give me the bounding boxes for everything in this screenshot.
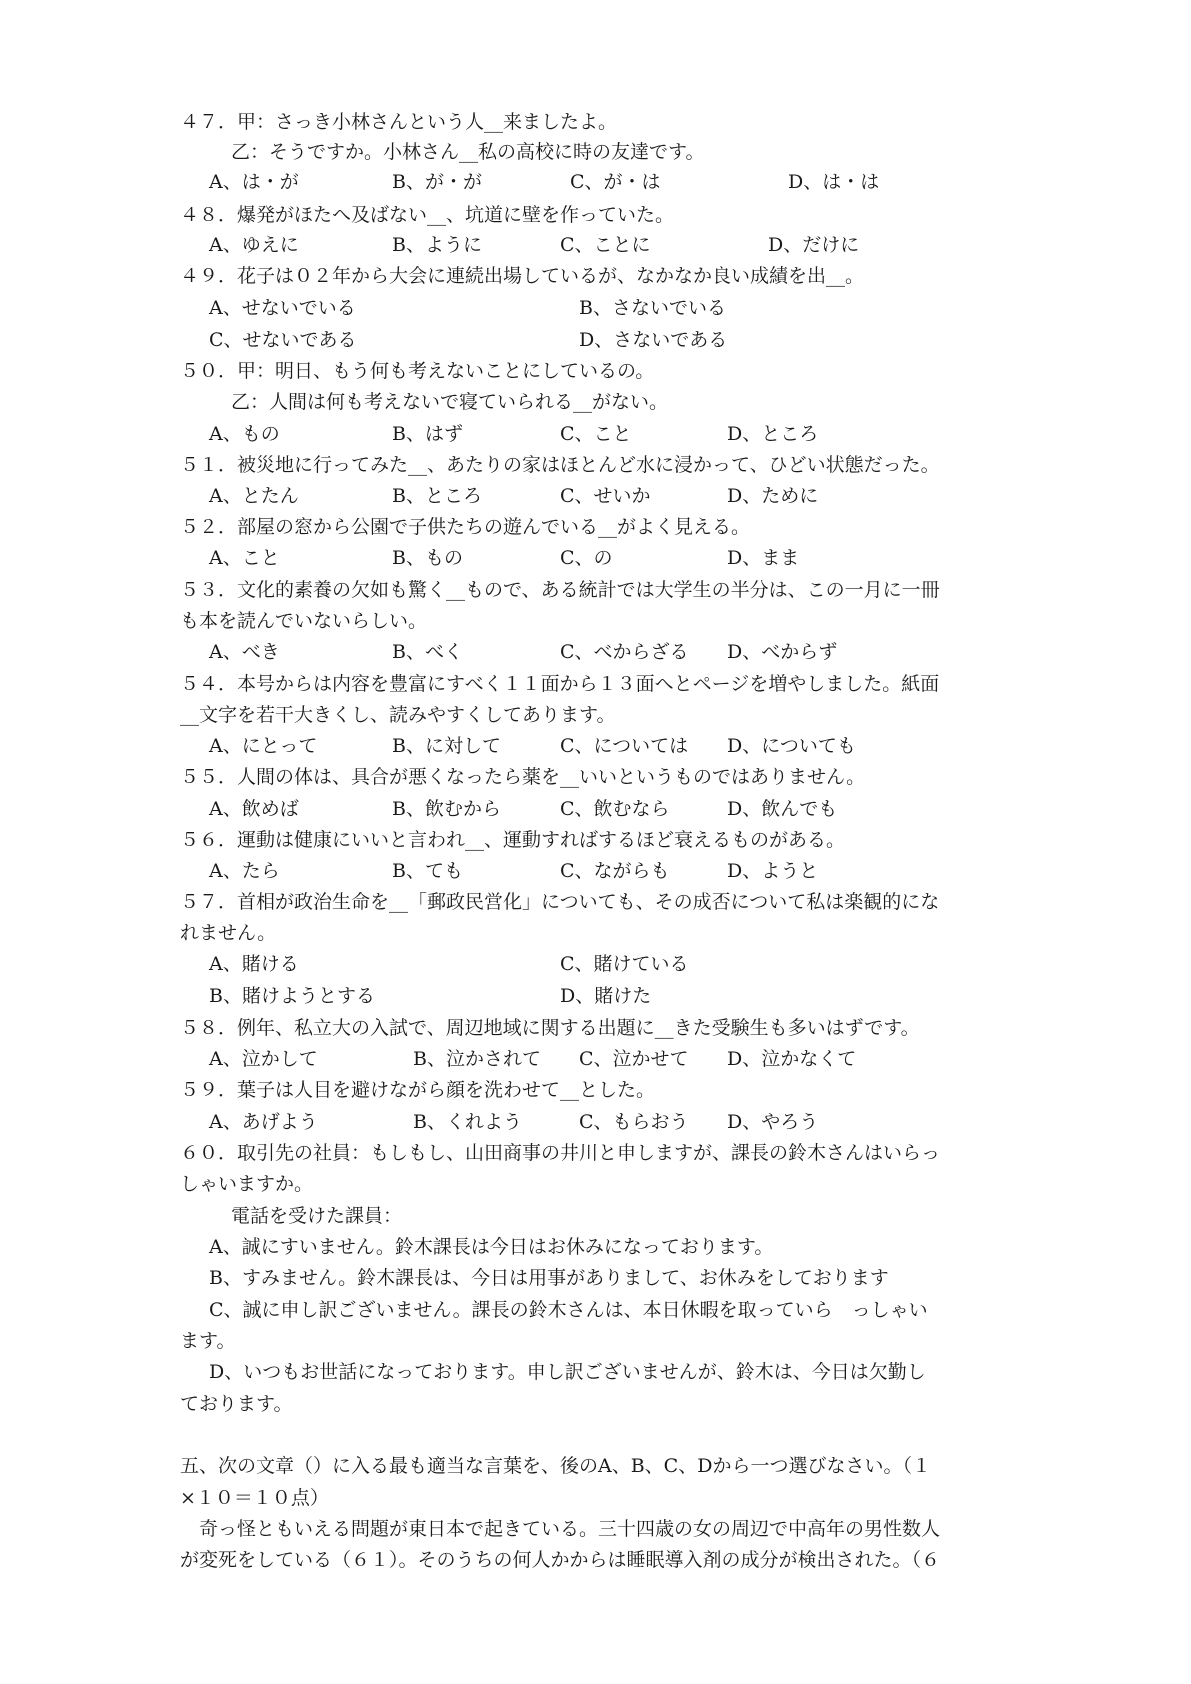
q48-option-a: A、ゆえに <box>209 234 299 256</box>
q51-stem: ５１．被災地に行ってみた__、あたりの家はほとんど水に浸かって、ひどい状態だった。 <box>180 454 940 476</box>
q47-option-c: C、が・は <box>570 171 661 193</box>
q59-stem: ５９．葉子は人目を避けながら顔を洗わせて__とした。 <box>180 1079 656 1101</box>
q47-option-a: A、は・が <box>209 171 299 193</box>
q60-option-d: D、いつもお世話になっております。申し訳ございませんが、鈴木は、今日は欠勤し <box>209 1361 926 1383</box>
q52-option-b: B、もの <box>392 547 463 569</box>
q49-option-a: A、せないでいる <box>209 297 356 319</box>
q55-stem: ５５．人間の体は、具合が悪くなったら薬を__いいというものではありません。 <box>180 766 866 788</box>
q53-option-c: C、べからざる <box>560 641 689 663</box>
q50-option-d: D、ところ <box>727 423 819 445</box>
q54-option-a: A、にとって <box>209 735 318 757</box>
section5-heading: 五、次の文章（）に入る最も適当な言葉を、後のA、B、C、Dから一つ選びなさい。（１ <box>180 1455 931 1477</box>
q48-option-c: C、ことに <box>560 234 651 256</box>
q51-option-d: D、ために <box>727 485 819 507</box>
q59-option-a: A、あげよう <box>209 1111 318 1133</box>
q48-option-d: D、だけに <box>768 234 860 256</box>
q60-option-a: A、誠にすいません。鈴木課長は今日はお休みになっております。 <box>209 1236 774 1258</box>
q60-option-c-cont: ます。 <box>180 1330 236 1352</box>
section5-heading-cont: ×１０＝１０点） <box>180 1487 329 1509</box>
q55-option-d: D、飲んでも <box>727 798 838 820</box>
q47-option-b: B、が・が <box>392 171 482 193</box>
q58-option-a: A、泣かして <box>209 1048 318 1070</box>
q58-option-c: C、泣かせて <box>579 1048 689 1070</box>
q56-option-a: A、たら <box>209 860 280 882</box>
q56-option-d: D、ようと <box>727 860 819 882</box>
q60-stem: ６０．取引先の社員：もしもし、山田商事の井川と申しますが、課長の鈴木さんはいらっ <box>180 1142 941 1164</box>
q54-stem: ５４．本号からは内容を豊富にすべく１１面から１３面へとページを増やしました。紙面 <box>180 673 940 695</box>
q54-option-b: B、に対して <box>392 735 501 757</box>
q52-stem: ５２．部屋の窓から公園で子供たちの遊んでいる__がよく見える。 <box>180 516 751 538</box>
q50-stem: ５０．甲：明日、もう何も考えないことにしているの。 <box>180 360 655 382</box>
q54-line2: __文字を若干大きくし、読みやすくしてあります。 <box>180 704 616 726</box>
q47-stem: ４７．甲：さっき小林さんという人__来ましたよ。 <box>180 111 618 133</box>
q55-option-c: C、飲むなら <box>560 798 670 820</box>
q51-option-b: B、ところ <box>392 485 482 507</box>
q53-option-d: D、べからず <box>727 641 838 663</box>
q50-line2: 乙：人間は何も考えないで寝ていられる__がない。 <box>231 391 669 413</box>
q48-stem: ４８．爆発がほたへ及ばない__、坑道に壁を作っていた。 <box>180 204 675 226</box>
q59-option-c: C、もらおう <box>579 1111 689 1133</box>
q51-option-c: C、せいか <box>560 485 651 507</box>
q57-option-c: C、賭けている <box>560 953 689 975</box>
q60-option-c: C、誠に申し訳ございません。課長の鈴木さんは、本日休暇を取っていら っしゃい <box>209 1299 928 1321</box>
q49-option-b: B、さないでいる <box>579 297 726 319</box>
q47-option-d: D、は・は <box>788 171 880 193</box>
q59-option-d: D、やろう <box>727 1111 819 1133</box>
q60-option-b: B、すみません。鈴木課長は、今日は用事がありまして、お休みをしております <box>209 1267 889 1289</box>
q60-line3: 電話を受けた課員： <box>231 1205 403 1227</box>
q57-option-d: D、賭けた <box>560 985 652 1007</box>
q57-line2: れません。 <box>180 922 277 944</box>
section5-paragraph-line1: 奇っ怪ともいえる問題が東日本で起きている。三十四歳の女の周辺で中高年の男性数人 <box>180 1518 941 1540</box>
q59-option-b: B、くれよう <box>413 1111 522 1133</box>
q56-stem: ５６．運動は健康にいいと言われ__、運動すればするほど衰えるものがある。 <box>180 829 846 851</box>
q52-option-a: A、こと <box>209 547 280 569</box>
q50-option-a: A、もの <box>209 423 280 445</box>
q50-option-b: B、はず <box>392 423 463 445</box>
q55-option-a: A、飲めば <box>209 798 299 820</box>
q57-stem: ５７．首相が政治生命を__「郵政民営化」についても、その成否について私は楽観的にな <box>180 891 940 913</box>
q60-option-d-cont: ております。 <box>180 1393 293 1415</box>
q50-option-c: C、こと <box>560 423 632 445</box>
q58-option-d: D、泣かなくて <box>727 1048 857 1070</box>
q53-line2: も本を読んでいないらしい。 <box>180 610 428 632</box>
q56-option-b: B、ても <box>392 860 463 882</box>
q49-option-d: D、さないである <box>579 329 728 351</box>
q49-option-c: C、せないである <box>209 329 357 351</box>
q52-option-c: C、の <box>560 547 613 569</box>
q53-stem: ５３．文化的素養の欠如も驚く__もので、ある統計では大学生の半分は、この一月に一冊 <box>180 579 940 601</box>
q51-option-a: A、とたん <box>209 485 299 507</box>
q53-option-b: B、べく <box>392 641 463 663</box>
q55-option-b: B、飲むから <box>392 798 501 820</box>
q47-line2: 乙：そうですか。小林さん__私の高校に時の友達です。 <box>231 141 705 163</box>
q56-option-c: C、ながらも <box>560 860 670 882</box>
q58-stem: ５８．例年、私立大の入試で、周辺地域に関する出題に__きた受験生も多いはずです。 <box>180 1017 920 1039</box>
q57-option-a: A、賭ける <box>209 953 299 975</box>
q58-option-b: B、泣かされて <box>413 1048 541 1070</box>
q53-option-a: A、べき <box>209 641 280 663</box>
section5-paragraph-line2: が変死をしている（６１）。そのうちの何人かからは睡眠導入剤の成分が検出された。（６ <box>180 1549 941 1571</box>
q60-line2: しゃいますか。 <box>180 1173 314 1195</box>
q52-option-d: D、まま <box>727 547 800 569</box>
q57-option-b: B、賭けようとする <box>209 985 375 1007</box>
q54-option-d: D、についても <box>727 735 856 757</box>
q54-option-c: C、については <box>560 735 689 757</box>
q49-stem: ４９．花子は０２年から大会に連続出場しているが、なかなか良い成績を出__。 <box>180 265 865 287</box>
q48-option-b: B、ように <box>392 234 482 256</box>
